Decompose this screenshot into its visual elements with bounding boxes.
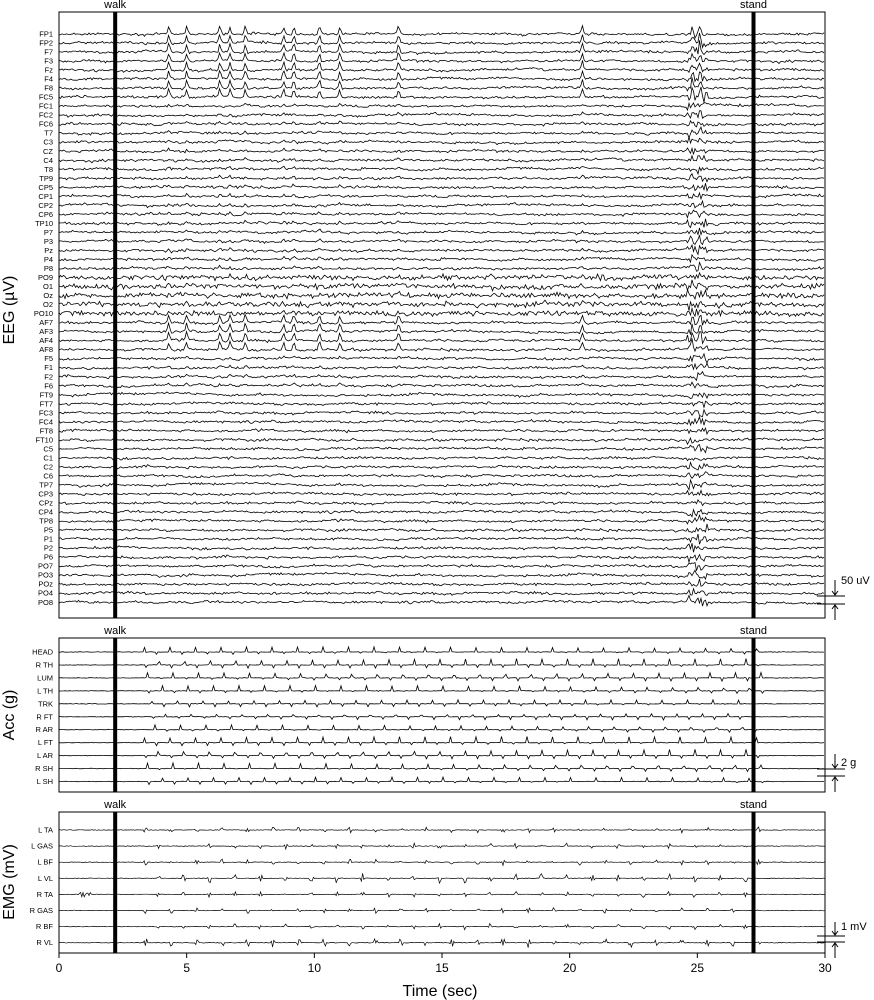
acc-y-axis-label: Acc (g) xyxy=(1,689,18,741)
eeg-trace xyxy=(59,156,824,163)
acc-channel-label: HEAD xyxy=(32,647,53,657)
event-marker-label: walk xyxy=(104,799,127,811)
eeg-trace xyxy=(59,570,824,579)
eeg-channel-label: P1 xyxy=(43,534,53,544)
x-tick-label: 10 xyxy=(307,961,322,975)
eeg-trace xyxy=(59,563,824,571)
eeg-trace xyxy=(59,300,824,310)
eeg-trace xyxy=(59,148,824,154)
eeg-channel-label: C2 xyxy=(43,462,53,472)
eeg-channel-label: O2 xyxy=(42,300,53,310)
scale-arrow-down xyxy=(832,580,838,595)
eeg-trace xyxy=(59,127,824,138)
eeg-channel-label: CP5 xyxy=(38,182,53,192)
emg-channel-label: L TA xyxy=(38,825,53,835)
emg-trace xyxy=(59,843,825,849)
eeg-trace xyxy=(59,480,824,490)
eeg-trace xyxy=(59,53,824,64)
emg-trace xyxy=(59,892,825,898)
acc-channel-label: L TH xyxy=(37,686,53,696)
emg-trace xyxy=(59,939,825,948)
eeg-channel-label: F5 xyxy=(44,354,53,364)
emg-frame xyxy=(59,812,825,953)
eeg-channel-label: FT8 xyxy=(39,426,53,436)
eeg-channel-label: FC3 xyxy=(38,408,53,418)
eeg-trace xyxy=(59,236,824,245)
eeg-trace xyxy=(59,500,824,506)
eeg-trace xyxy=(59,332,824,344)
eeg-trace xyxy=(59,491,824,496)
eeg-panel xyxy=(1,0,870,620)
eeg-trace xyxy=(59,219,824,228)
eeg-channel-label: F8 xyxy=(44,83,53,93)
eeg-trace xyxy=(59,245,824,254)
eeg-trace xyxy=(59,309,824,317)
acc-trace xyxy=(59,686,824,694)
acc-channel-label: LUM xyxy=(37,673,53,683)
acc-trace xyxy=(59,714,824,721)
eeg-trace xyxy=(59,534,824,544)
eeg-trace xyxy=(59,273,824,281)
eeg-channel-label: O1 xyxy=(42,282,53,292)
eeg-trace xyxy=(59,111,824,118)
scale-arrow-up xyxy=(832,777,838,792)
x-tick-label: 25 xyxy=(690,961,705,975)
eeg-channel-label: F6 xyxy=(44,381,53,391)
eeg-channel-label: PO3 xyxy=(37,570,53,580)
eeg-trace xyxy=(59,354,824,363)
eeg-trace xyxy=(59,262,824,271)
eeg-trace xyxy=(59,463,824,471)
eeg-trace xyxy=(59,228,824,235)
eeg-channel-label: FP1 xyxy=(39,29,53,39)
emg-trace xyxy=(59,908,825,914)
eeg-trace xyxy=(59,472,824,479)
eeg-channel-label: C1 xyxy=(43,453,53,463)
eeg-channel-label: TP7 xyxy=(39,480,53,490)
eeg-channel-label: FC5 xyxy=(38,92,53,102)
eeg-channel-label: C4 xyxy=(43,155,53,165)
scale-arrow-up xyxy=(832,943,838,958)
acc-scale-label: 2 g xyxy=(841,757,857,769)
eeg-trace xyxy=(59,579,824,586)
x-tick-label: 15 xyxy=(435,961,449,975)
eeg-trace xyxy=(59,543,824,552)
eeg-channel-label: F4 xyxy=(44,74,53,84)
event-marker-label: stand xyxy=(740,625,767,637)
acc-trace xyxy=(59,673,824,682)
eeg-trace xyxy=(59,26,824,38)
eeg-channel-label: T8 xyxy=(44,164,53,174)
eeg-trace xyxy=(59,193,824,199)
acc-channel-label: R AR xyxy=(35,725,53,735)
emg-scale-label: 1 mV xyxy=(841,921,867,933)
eeg-channel-label: PO9 xyxy=(37,273,53,283)
eeg-channel-label: P7 xyxy=(43,227,53,237)
eeg-trace xyxy=(59,445,824,453)
eeg-trace xyxy=(59,121,824,127)
eeg-channel-label: CP2 xyxy=(38,200,53,210)
eeg-trace xyxy=(59,595,824,606)
eeg-channel-label: P5 xyxy=(43,525,53,535)
acc-panel xyxy=(1,625,856,792)
acc-channel-label: R TH xyxy=(35,660,53,670)
x-tick-label: 20 xyxy=(562,961,577,975)
acc-channel-label: R SH xyxy=(35,764,53,774)
eeg-trace xyxy=(59,201,824,208)
emg-trace xyxy=(59,873,825,883)
eeg-channel-label: F2 xyxy=(44,372,53,382)
eeg-channel-label: FT7 xyxy=(39,399,53,409)
eeg-trace xyxy=(59,60,824,72)
acc-trace xyxy=(59,777,824,784)
eeg-channel-label: POz xyxy=(38,579,53,589)
eeg-channel-label: TP10 xyxy=(35,218,53,228)
acc-channel-label: TRK xyxy=(38,699,53,709)
eeg-trace xyxy=(59,382,824,388)
eeg-channel-label: FT10 xyxy=(35,435,53,445)
eeg-channel-label: PO7 xyxy=(37,561,53,571)
eeg-trace xyxy=(59,255,824,262)
eeg-trace xyxy=(59,392,824,399)
emg-channel-label: L VL xyxy=(37,873,53,883)
emg-channel-label: R TA xyxy=(36,889,53,899)
eeg-channel-label: P3 xyxy=(43,236,53,246)
emg-trace xyxy=(59,924,825,930)
eeg-trace xyxy=(59,174,824,182)
eeg-channel-label: AF8 xyxy=(39,345,53,355)
acc-channel-label: L SH xyxy=(36,777,53,786)
eeg-channel-label: C3 xyxy=(43,137,53,147)
eeg-channel-label: Pz xyxy=(44,245,53,255)
emg-channel-label: R BF xyxy=(35,922,53,932)
eeg-trace xyxy=(59,137,824,145)
eeg-trace xyxy=(59,280,824,291)
eeg-channel-label: FC4 xyxy=(38,417,53,427)
eeg-channel-label: FC1 xyxy=(38,101,53,111)
eeg-channel-label: P2 xyxy=(43,543,53,553)
eeg-trace xyxy=(59,438,824,444)
eeg-frame xyxy=(59,12,825,618)
acc-trace xyxy=(59,659,824,669)
emg-y-axis-label: EMG (mV) xyxy=(1,844,18,920)
emg-channel-label: L BF xyxy=(37,857,53,867)
eeg-scale-label: 50 uV xyxy=(841,575,870,587)
eeg-channel-label: F3 xyxy=(44,56,53,66)
emg-panel xyxy=(1,799,867,975)
eeg-channel-label: CP3 xyxy=(38,489,53,499)
acc-trace xyxy=(59,763,824,772)
eeg-channel-label: FC6 xyxy=(38,119,53,129)
eeg-trace xyxy=(59,33,824,48)
acc-trace xyxy=(59,737,824,746)
eeg-trace xyxy=(59,524,824,533)
eeg-trace xyxy=(59,315,824,326)
eeg-channel-label: TP8 xyxy=(39,516,53,526)
eeg-trace xyxy=(59,410,824,417)
eeg-channel-label: PO10 xyxy=(33,309,53,319)
eeg-trace xyxy=(59,589,824,596)
eeg-channel-label: FC2 xyxy=(38,110,53,120)
eeg-trace xyxy=(59,417,824,426)
x-axis-label: Time (sec) xyxy=(402,983,478,1000)
eeg-trace xyxy=(59,290,824,299)
eeg-trace xyxy=(59,401,824,407)
eeg-channel-label: CP4 xyxy=(38,507,53,517)
acc-trace xyxy=(59,749,824,759)
event-marker-label: stand xyxy=(740,0,767,11)
eeg-channel-label: CP6 xyxy=(38,209,53,219)
scale-arrow-down xyxy=(832,922,838,935)
eeg-channel-label: Oz xyxy=(43,291,53,301)
event-marker-label: walk xyxy=(104,0,127,11)
eeg-trace xyxy=(59,210,824,217)
eeg-trace xyxy=(59,183,824,191)
eeg-channel-label: Fz xyxy=(44,65,53,75)
eeg-trace xyxy=(59,456,824,460)
eeg-trace xyxy=(59,166,824,174)
emg-channel-label: L GAS xyxy=(31,841,53,851)
eeg-channel-label: FT9 xyxy=(39,390,53,400)
acc-channel-label: L FT xyxy=(37,738,53,748)
acc-trace xyxy=(59,647,824,655)
eeg-y-axis-label: EEG (µV) xyxy=(1,275,18,345)
eeg-trace xyxy=(59,515,824,524)
eeg-channel-label: F1 xyxy=(44,363,53,373)
emg-channel-label: R GAS xyxy=(29,906,53,915)
x-tick-label: 0 xyxy=(55,961,63,975)
eeg-channel-label: TP9 xyxy=(39,173,53,183)
eeg-channel-label: P8 xyxy=(43,264,53,274)
eeg-channel-label: CP1 xyxy=(38,191,53,201)
eeg-trace xyxy=(59,555,824,563)
eeg-channel-label: P4 xyxy=(43,255,53,264)
eeg-trace xyxy=(59,363,824,370)
eeg-trace xyxy=(59,103,824,110)
eeg-channel-label: PO8 xyxy=(37,597,53,607)
eeg-channel-label: FP2 xyxy=(39,38,53,48)
acc-channel-label: L AR xyxy=(37,751,53,761)
acc-channel-label: R FT xyxy=(36,712,53,722)
eeg-channel-label: T7 xyxy=(44,128,53,138)
eeg-channel-label: P6 xyxy=(43,552,53,562)
acc-trace xyxy=(59,700,824,707)
panels-group xyxy=(1,0,870,975)
emg-trace xyxy=(59,859,825,865)
eeg-channel-label: AF3 xyxy=(39,327,53,337)
eeg-channel-label: C5 xyxy=(43,444,53,454)
event-marker-label: stand xyxy=(740,799,767,811)
eeg-channel-label: PO4 xyxy=(37,588,53,598)
eeg-channel-label: CPz xyxy=(38,498,53,508)
eeg-trace xyxy=(59,323,824,335)
eeg-trace xyxy=(59,428,824,434)
eeg-channel-label: F7 xyxy=(44,47,53,57)
eeg-channel-label: AF4 xyxy=(39,336,53,346)
emg-channel-label: R VL xyxy=(36,938,53,948)
eeg-trace xyxy=(59,87,824,102)
acc-trace xyxy=(59,725,824,732)
eeg-channel-label: CZ xyxy=(43,146,53,156)
event-marker-label: walk xyxy=(104,625,127,637)
emg-trace xyxy=(59,827,825,833)
scale-arrow-up xyxy=(832,605,838,620)
x-tick-label: 30 xyxy=(818,961,832,975)
eeg-trace xyxy=(59,372,824,381)
eeg-channel-label: AF7 xyxy=(39,318,53,328)
x-tick-label: 5 xyxy=(183,961,191,975)
scale-arrow-down xyxy=(832,754,838,768)
eeg-trace xyxy=(59,510,824,517)
eeg-channel-label: C6 xyxy=(43,471,53,481)
